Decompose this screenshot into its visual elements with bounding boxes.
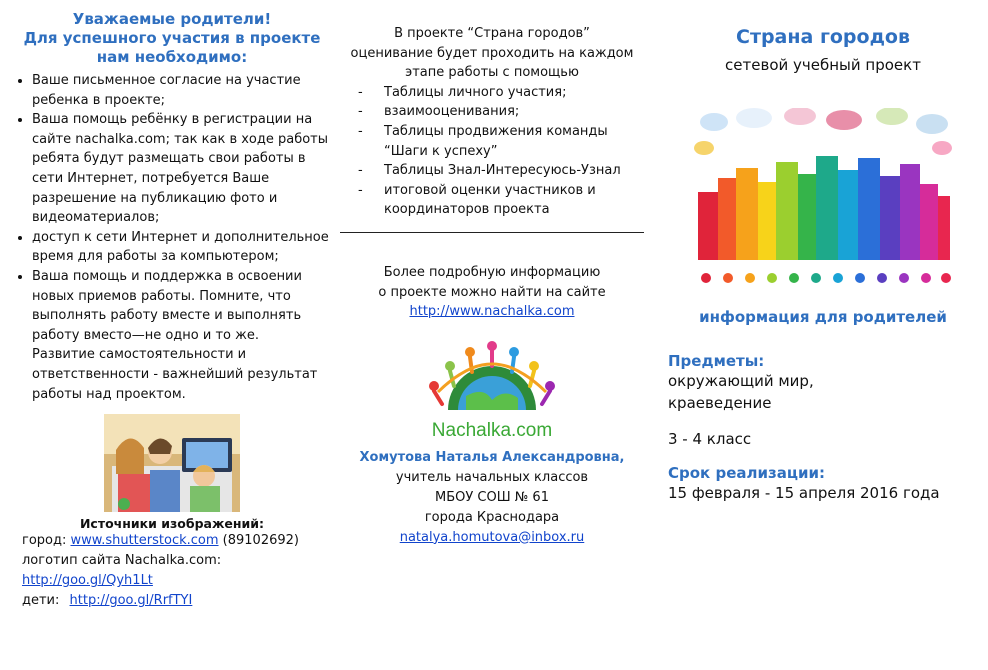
source-kids [22,591,330,611]
shutterstock-link[interactable]: www.shutterstock.com [70,533,219,549]
cover-panel [668,0,978,504]
logo-wordmark: Nachalka.com [431,419,553,441]
requirement-item: • Ваша помощь ребёнку в регистрации на сайте nachalka.com; так как в ходе работы ребята будут размещать свои работы в сети Интернет, потребуется Ваше разрешение на публикацию фото и видеоматериалов; [32,110,330,228]
assessment-tool-item: - итоговой оценки участников и координаторов проекта [384,181,646,220]
assessment-tool-item: - Таблицы личного участия; [384,83,646,103]
author-line: МБОУ СОШ № 61 [435,489,549,505]
nachalka-site-link[interactable]: http://www.nachalka.com [409,304,575,320]
media-icons-row [701,273,951,283]
clouds [694,108,952,155]
kids-source-link[interactable]: http://goo.gl/RrfTYI [69,593,193,609]
intro-line: оценивание будет проходить на каждом [350,45,634,61]
assessment-tool-item: - Таблицы продвижения команды “Шаги к успеху” [384,122,646,161]
assessment-tool-item: - Таблицы Знал-Интересуюсь-Узнал [384,161,646,181]
author-line: учитель начальных классов [395,469,589,485]
source-city-id: (89102692) [222,533,299,549]
source-city-label: город: [22,533,67,549]
author-block [338,448,646,548]
assessment-intro [338,24,646,83]
more-info-line: о проекте можно найти на сайте [378,284,606,300]
colorful-city-illustration [692,108,954,286]
author-name: Хомутова Наталья Александровна, [359,449,625,465]
requirement-item: • Ваше письменное согласие на участие ребенка в проекте; [32,71,330,110]
requirements-list [14,71,330,345]
image-sources-title: Источники изображений: [79,516,265,532]
more-info [338,263,646,322]
intro-line: В проекте “Страна городов” [394,26,590,41]
section-divider [340,232,644,233]
parents-heading [14,10,330,67]
assessment-tool-item: - взаимооценивания; [384,102,646,122]
assessment-panel [338,0,646,548]
requirement-item: • доступ к сети Интернет и дополнительное время для работы за компьютером; [32,228,330,267]
parents-info-label: информация для родителей [699,308,947,326]
requirement-item: • Ваша помощь и поддержка в освоении новых приемов работы. Помните, что выполнять работу вместе и выполнять работу вместо—не одно и то же. [32,267,330,345]
source-logo-label: логотип сайта Nachalka.com: [22,553,222,569]
independence-note: Развитие самостоятельности и ответственности - важнейший результат работы над проектом. [32,347,318,402]
author-line: города Краснодара [424,509,560,525]
buildings [698,156,950,260]
period-label: Срок реализации: [668,464,825,482]
nachalka-logo [414,336,570,442]
heading-line: Для успешного участия в проекте [23,29,321,47]
author-email-link[interactable]: natalya.homutova@inbox.ru [399,529,585,545]
heading-line: нам необходимо: [96,48,248,66]
more-info-line: Более подробную информацию [383,264,601,280]
parents-panel [14,0,330,611]
project-title: Страна городов [736,26,910,48]
logo-source-link[interactable]: http://goo.gl/Qyh1Lt [22,573,153,589]
intro-line: этапе работы с помощью [405,65,579,81]
grade: 3 - 4 класс [668,430,752,448]
source-city [22,531,330,551]
source-kids-label: дети: [22,593,60,609]
period-value: 15 февраля - 15 апреля 2016 года [668,484,940,502]
subject-line: краеведение [668,394,772,412]
heading-line: Уважаемые родители! [72,10,272,28]
children-at-computer-photo [104,414,240,512]
assessment-tools-list [338,83,646,220]
project-subtitle: сетевой учебный проект [725,56,921,74]
subjects-label: Предметы: [668,352,765,370]
image-sources [22,531,330,611]
subject-line: окружающий мир, [668,372,814,390]
